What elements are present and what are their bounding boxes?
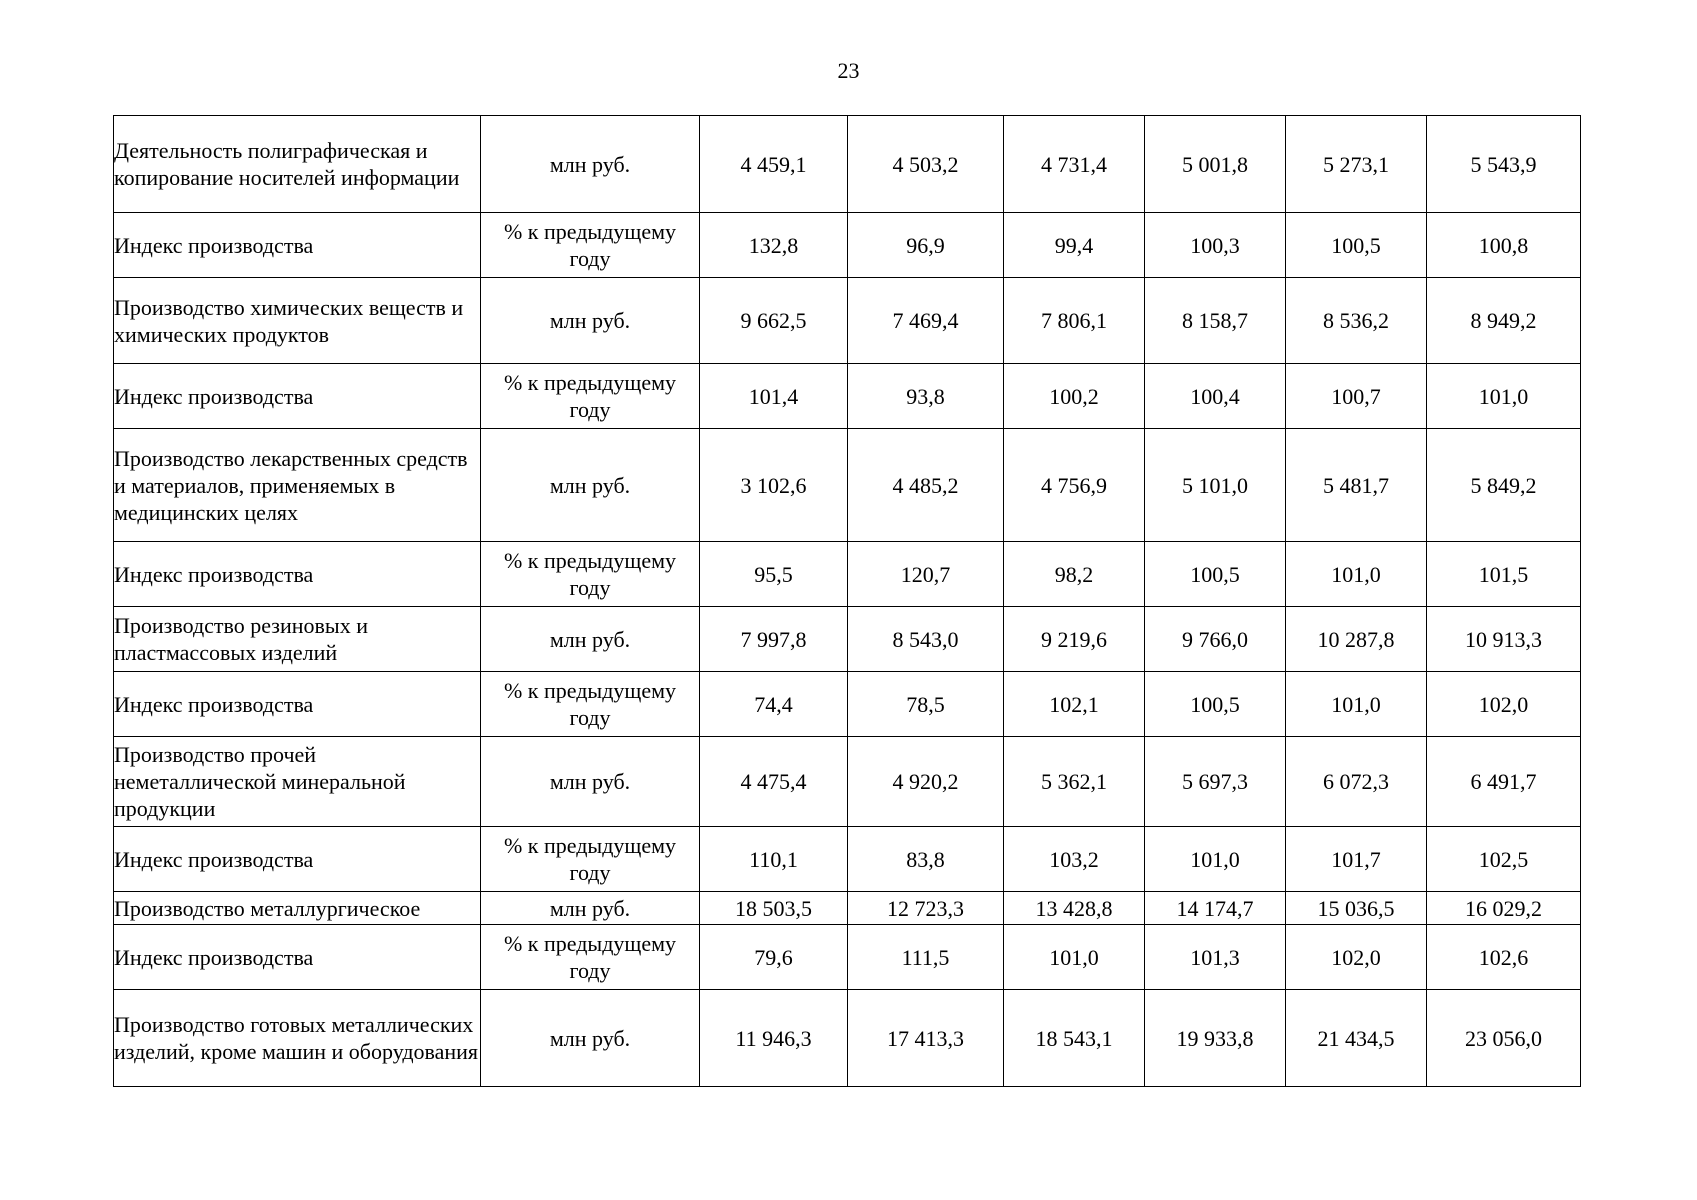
row-value: 16 029,2 xyxy=(1427,892,1581,925)
row-value: 110,1 xyxy=(700,827,848,892)
row-value: 4 503,2 xyxy=(848,116,1004,213)
row-unit: % к предыдущему году xyxy=(481,542,700,607)
row-value: 12 723,3 xyxy=(848,892,1004,925)
table-row xyxy=(114,116,1581,213)
page-number: 23 xyxy=(837,58,860,83)
row-value: 5 543,9 xyxy=(1427,116,1581,213)
row-name: Индекс производства xyxy=(114,213,481,278)
row-unit: млн руб. xyxy=(481,116,700,213)
table-row xyxy=(114,990,1581,1087)
row-value: 101,0 xyxy=(1004,925,1145,990)
row-value: 9 662,5 xyxy=(700,278,848,364)
row-value: 18 503,5 xyxy=(700,892,848,925)
row-value: 4 756,9 xyxy=(1004,429,1145,542)
row-value: 23 056,0 xyxy=(1427,990,1581,1087)
row-name: Производство металлургическое xyxy=(114,892,481,925)
row-unit: % к предыдущему году xyxy=(481,364,700,429)
row-value: 100,7 xyxy=(1286,364,1427,429)
row-unit: % к предыдущему году xyxy=(481,213,700,278)
row-value: 3 102,6 xyxy=(700,429,848,542)
row-value: 14 174,7 xyxy=(1145,892,1286,925)
row-value: 8 536,2 xyxy=(1286,278,1427,364)
row-value: 5 849,2 xyxy=(1427,429,1581,542)
row-value: 100,8 xyxy=(1427,213,1581,278)
row-value: 100,5 xyxy=(1286,213,1427,278)
row-value: 95,5 xyxy=(700,542,848,607)
row-name: Производство готовых металлических изделий, кроме машин и оборудования xyxy=(114,990,481,1087)
row-unit: млн руб. xyxy=(481,607,700,672)
row-value: 102,1 xyxy=(1004,672,1145,737)
row-name: Индекс производства xyxy=(114,827,481,892)
row-value: 5 273,1 xyxy=(1286,116,1427,213)
row-value: 101,0 xyxy=(1145,827,1286,892)
row-unit: % к предыдущему году xyxy=(481,827,700,892)
row-value: 19 933,8 xyxy=(1145,990,1286,1087)
row-unit: млн руб. xyxy=(481,892,700,925)
row-value: 102,0 xyxy=(1286,925,1427,990)
row-value: 5 481,7 xyxy=(1286,429,1427,542)
row-value: 102,0 xyxy=(1427,672,1581,737)
row-unit: млн руб. xyxy=(481,990,700,1087)
row-value: 101,7 xyxy=(1286,827,1427,892)
row-value: 100,2 xyxy=(1004,364,1145,429)
row-value: 5 362,1 xyxy=(1004,737,1145,827)
row-unit: % к предыдущему году xyxy=(481,672,700,737)
row-name: Производство резиновых и пластмассовых изделий xyxy=(114,607,481,672)
row-value: 4 475,4 xyxy=(700,737,848,827)
row-name: Индекс производства xyxy=(114,925,481,990)
row-name: Индекс производства xyxy=(114,542,481,607)
row-name: Индекс производства xyxy=(114,672,481,737)
row-value: 100,3 xyxy=(1145,213,1286,278)
row-value: 5 697,3 xyxy=(1145,737,1286,827)
row-value: 9 766,0 xyxy=(1145,607,1286,672)
row-value: 11 946,3 xyxy=(700,990,848,1087)
row-value: 4 485,2 xyxy=(848,429,1004,542)
row-value: 120,7 xyxy=(848,542,1004,607)
table-row xyxy=(114,672,1581,737)
row-value: 98,2 xyxy=(1004,542,1145,607)
table-row xyxy=(114,542,1581,607)
row-value: 103,2 xyxy=(1004,827,1145,892)
row-unit: млн руб. xyxy=(481,737,700,827)
row-name: Производство лекарственных средств и материалов, применяемых в медицинских целях xyxy=(114,429,481,542)
row-value: 111,5 xyxy=(848,925,1004,990)
row-name: Индекс производства xyxy=(114,364,481,429)
table-row xyxy=(114,827,1581,892)
row-value: 7 469,4 xyxy=(848,278,1004,364)
table-row xyxy=(114,607,1581,672)
row-value: 18 543,1 xyxy=(1004,990,1145,1087)
row-unit: млн руб. xyxy=(481,278,700,364)
table-body xyxy=(114,116,1581,1087)
row-value: 6 491,7 xyxy=(1427,737,1581,827)
row-value: 93,8 xyxy=(848,364,1004,429)
row-value: 102,5 xyxy=(1427,827,1581,892)
row-value: 101,3 xyxy=(1145,925,1286,990)
row-value: 96,9 xyxy=(848,213,1004,278)
row-value: 4 459,1 xyxy=(700,116,848,213)
row-value: 74,4 xyxy=(700,672,848,737)
row-value: 6 072,3 xyxy=(1286,737,1427,827)
table-row xyxy=(114,364,1581,429)
row-value: 100,5 xyxy=(1145,672,1286,737)
row-value: 79,6 xyxy=(700,925,848,990)
row-value: 99,4 xyxy=(1004,213,1145,278)
row-value: 83,8 xyxy=(848,827,1004,892)
row-value: 101,0 xyxy=(1286,542,1427,607)
table-row xyxy=(114,737,1581,827)
indicators-table xyxy=(113,115,1581,1087)
row-value: 5 101,0 xyxy=(1145,429,1286,542)
row-value: 8 543,0 xyxy=(848,607,1004,672)
row-value: 132,8 xyxy=(700,213,848,278)
row-value: 8 158,7 xyxy=(1145,278,1286,364)
row-value: 100,5 xyxy=(1145,542,1286,607)
row-value: 101,0 xyxy=(1286,672,1427,737)
row-value: 9 219,6 xyxy=(1004,607,1145,672)
row-value: 21 434,5 xyxy=(1286,990,1427,1087)
row-value: 78,5 xyxy=(848,672,1004,737)
table-row xyxy=(114,213,1581,278)
row-value: 17 413,3 xyxy=(848,990,1004,1087)
row-value: 10 287,8 xyxy=(1286,607,1427,672)
row-name: Производство прочей неметаллической минеральной продукции xyxy=(114,737,481,827)
row-value: 10 913,3 xyxy=(1427,607,1581,672)
row-value: 101,4 xyxy=(700,364,848,429)
row-unit: млн руб. xyxy=(481,429,700,542)
row-value: 4 731,4 xyxy=(1004,116,1145,213)
row-value: 15 036,5 xyxy=(1286,892,1427,925)
row-value: 8 949,2 xyxy=(1427,278,1581,364)
row-unit: % к предыдущему году xyxy=(481,925,700,990)
row-value: 102,6 xyxy=(1427,925,1581,990)
table-row xyxy=(114,278,1581,364)
row-value: 101,0 xyxy=(1427,364,1581,429)
row-name: Деятельность полиграфическая и копирование носителей информации xyxy=(114,116,481,213)
row-value: 13 428,8 xyxy=(1004,892,1145,925)
row-value: 7 997,8 xyxy=(700,607,848,672)
table-row xyxy=(114,892,1581,925)
row-value: 100,4 xyxy=(1145,364,1286,429)
row-value: 4 920,2 xyxy=(848,737,1004,827)
table-row xyxy=(114,925,1581,990)
row-value: 101,5 xyxy=(1427,542,1581,607)
table-row xyxy=(114,429,1581,542)
row-name: Производство химических веществ и химических продуктов xyxy=(114,278,481,364)
row-value: 7 806,1 xyxy=(1004,278,1145,364)
row-value: 5 001,8 xyxy=(1145,116,1286,213)
